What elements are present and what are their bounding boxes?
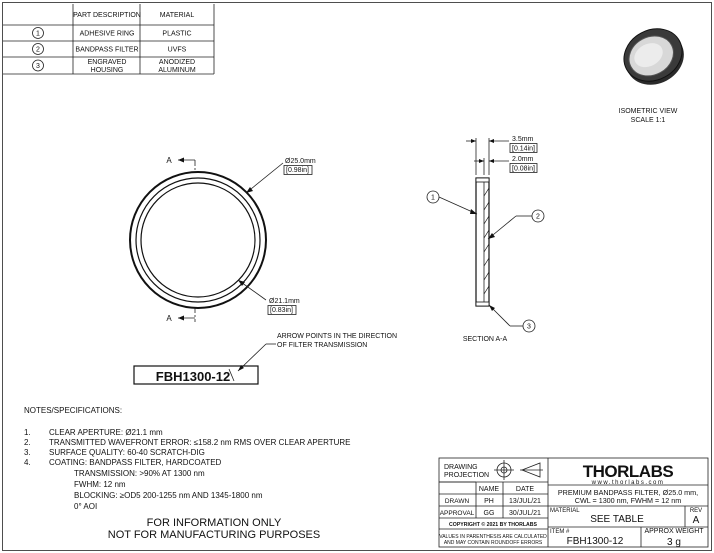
note-number-1: 1.	[24, 428, 31, 437]
arrow-note-line2: OF FILTER TRANSMISSION	[277, 342, 368, 349]
isometric-scale: SCALE 1:1	[630, 117, 666, 124]
isometric-label: ISOMETRIC VIEW	[618, 108, 678, 115]
note-sub-1: TRANSMISSION: >90% AT 1300 nm	[74, 469, 205, 478]
item-value: FBH1300-12	[566, 536, 624, 547]
drawn-name: PH	[484, 498, 494, 505]
outer-diameter-dim: Ø25.0mm	[285, 158, 316, 165]
weight-label: APPROX WEIGHT	[644, 528, 704, 535]
housing-section	[476, 178, 489, 306]
section-dim-1-in: [0.14in]	[512, 145, 535, 153]
note-text-3: SURFACE QUALITY: 60-40 SCRATCH-DIG	[49, 448, 205, 457]
part-number-3: 3	[36, 63, 40, 70]
rev-value: A	[692, 515, 700, 526]
notes	[24, 406, 350, 511]
disclaimer	[108, 517, 320, 541]
isometric-view	[615, 19, 693, 124]
engraving-callout	[134, 333, 397, 384]
section-view	[427, 136, 544, 343]
material-value: SEE TABLE	[590, 514, 644, 525]
date-header: DATE	[515, 486, 535, 493]
parts-header-material: MATERIAL	[159, 12, 195, 19]
filter-clear-aperture	[141, 183, 255, 297]
approval-label: APPROVAL	[439, 510, 475, 517]
outer-diameter-dim-in: [0.98in]	[286, 167, 309, 174]
approval-date: 30/JUL/21	[509, 510, 541, 517]
section-mark-bottom: A	[166, 314, 172, 323]
engraving-text: FBH1300-12	[155, 369, 231, 384]
section-dim-2-in: [0.08in]	[512, 165, 535, 173]
note-text-4: COATING: BANDPASS FILTER, HARDCOATED	[49, 458, 222, 467]
section-balloon-2-number: 2	[536, 213, 540, 221]
part-description-1: ADHESIVE RING	[79, 30, 135, 38]
note-text-2: TRANSMITTED WAVEFRONT ERROR: ≤158.2 nm RMS OVER CLEAR APERTURE	[49, 438, 351, 447]
note-sub-2: FWHM: 12 nm	[74, 480, 126, 489]
title-block	[439, 458, 708, 548]
drawn-date: 13/JUL/21	[509, 498, 541, 505]
section-dim-1: 3.5mm	[512, 136, 534, 143]
inner-diameter-dim: Ø21.1mm	[269, 298, 300, 305]
part-material-1: PLASTIC	[162, 30, 192, 38]
part-description-3b: HOUSING	[90, 67, 124, 74]
part-number-1: 1	[36, 30, 40, 38]
part-number-2: 2	[36, 46, 40, 54]
description-line2: CWL = 1300 nm, FWHM = 12 nm	[574, 496, 682, 505]
disclaimer-line1: FOR INFORMATION ONLY	[146, 517, 282, 529]
rounding-note-1: VALUES IN PARENTHESIS ARE CALCULATED	[439, 534, 547, 540]
material-label: MATERIAL	[550, 508, 580, 514]
note-number-3: 3.	[24, 448, 31, 457]
note-number-4: 4.	[24, 458, 31, 467]
disclaimer-line2: NOT FOR MANUFACTURING PURPOSES	[107, 529, 321, 541]
drawing-projection-label1: DRAWING	[444, 464, 478, 471]
part-material-3a: ANODIZED	[158, 59, 196, 66]
parts-header-description: PART DESCRIPTION	[73, 12, 141, 19]
approval-name: GG	[483, 510, 495, 517]
thorlabs-logo: THORLABS	[582, 462, 674, 481]
front-view	[130, 156, 316, 323]
notes-title: NOTES/SPECIFICATIONS:	[24, 406, 123, 415]
rev-label: REV	[689, 508, 703, 514]
filter-outer-edge	[130, 172, 266, 308]
thorlabs-website: www.thorlabs.com	[591, 480, 665, 486]
description-line1: PREMIUM BANDPASS FILTER, Ø25.0 mm,	[557, 488, 699, 497]
note-sub-3: BLOCKING: ≥OD5 200-1255 nm AND 1345-1800 nm	[74, 491, 263, 500]
arrow-note-line1: ARROW POINTS IN THE DIRECTION	[277, 333, 398, 340]
copyright: COPYRIGHT © 2021 BY THORLABS	[449, 522, 537, 528]
note-text-1: CLEAR APERTURE: Ø21.1 mm	[49, 428, 163, 437]
note-sub-4: 0° AOI	[74, 502, 98, 511]
projection-symbol-icon	[494, 460, 543, 480]
part-material-2: UVFS	[167, 46, 187, 54]
note-number-2: 2.	[24, 438, 31, 447]
parts-table	[3, 4, 214, 74]
section-label: SECTION A-A	[462, 336, 508, 343]
part-description-3a: ENGRAVED	[87, 59, 127, 66]
name-header: NAME	[478, 486, 500, 493]
drawn-label: DRAWN	[444, 498, 470, 505]
part-description-2: BANDPASS FILTER	[75, 46, 139, 54]
section-mark-top: A	[166, 156, 172, 165]
section-dim-2: 2.0mm	[512, 156, 534, 163]
rounding-note-2: AND MAY CONTAIN ROUNDOFF ERRORS	[443, 540, 543, 546]
drawing-projection-label2: PROJECTION	[444, 472, 490, 479]
weight-value: 3 g	[667, 537, 681, 548]
item-label: ITEM #	[550, 529, 570, 535]
section-balloon-3-number: 3	[527, 323, 531, 331]
part-material-3b: ALUMINUM	[158, 67, 196, 74]
section-balloon-1-number: 1	[431, 194, 435, 202]
inner-diameter-dim-in: [0.83in]	[270, 307, 293, 314]
